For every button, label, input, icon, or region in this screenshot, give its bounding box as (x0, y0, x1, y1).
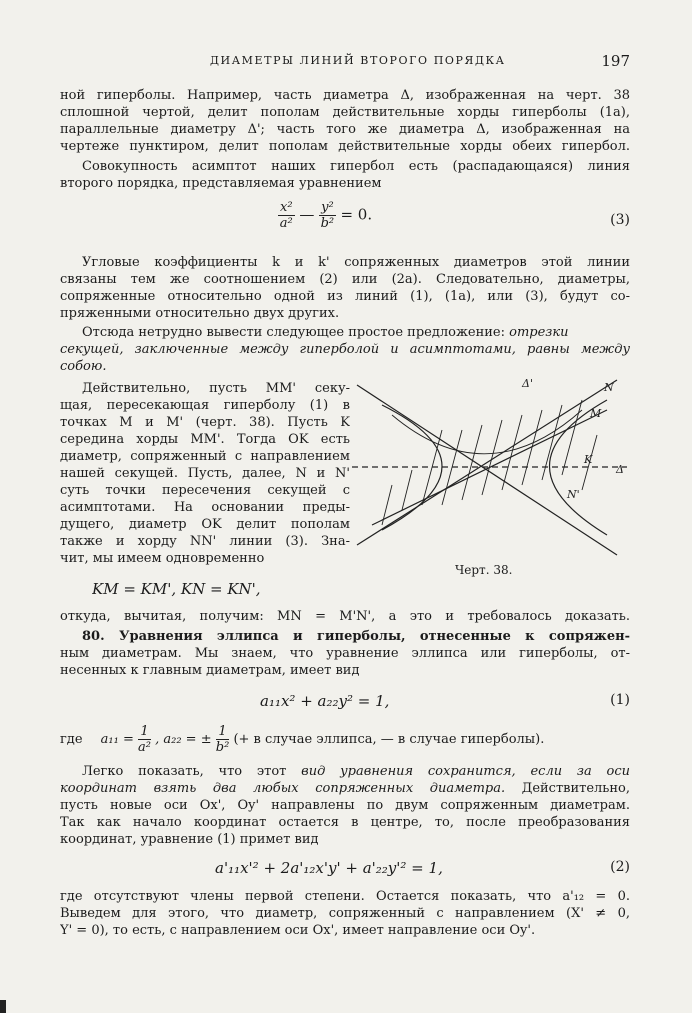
text-line: чит, мы имеем одновременно (60, 551, 265, 566)
text-line: чертеже пунктиром, делит пополам действительные хорды обеих гипербол. (60, 139, 630, 154)
text-line: связаны тем же соотношением (2) или (2а). Следовательно, диаметры, (60, 272, 630, 287)
text-line: Легко показать, что этот вид уравнения сохранится, если за оси (82, 764, 630, 779)
asymptote (357, 385, 617, 555)
eq-rhs: = 0. (340, 205, 373, 224)
text-line: Так как начало координат остается в центре, то, после преобразования (60, 815, 630, 830)
running-header (60, 52, 630, 74)
equation-number: (3) (610, 212, 630, 228)
text-line: асимптотами. На основании преды- (60, 500, 350, 515)
eq-text: a'₁₁x'² + 2a'₁₂x'y' + a'₂₂y'² = 1, (215, 859, 443, 877)
hatching (382, 400, 597, 525)
eq-numerator: 1 (216, 724, 230, 740)
text-line: собою. (60, 359, 107, 374)
text-line: Действительно, пусть MM' секу- (82, 381, 350, 396)
figure-38 (352, 375, 627, 560)
fig-label-delta: Δ (616, 463, 624, 476)
text-line: Выведем для этого, что диаметр, сопряженный с направлением (X' ≠ 0, (60, 906, 630, 921)
text-line: Угловые коэффициенты k и k' сопряженных диаметров этой линии (82, 255, 630, 270)
eq-numerator: x² (280, 200, 293, 215)
text-line: сплошной чертой, делит пополам действительные хорды гиперболы (1а), (60, 105, 630, 120)
equation-2 (60, 857, 630, 879)
text-line: секущей, заключенные между гиперболой и асимптотами, равны между (60, 342, 630, 357)
text-line: параллельные диаметру Δ'; часть того же диаметра Δ, изображенная на (60, 122, 630, 137)
text-line: также и хорду NN' линии (3). Зна- (60, 534, 350, 549)
equation-km: KM = KM', KN = KN', (92, 581, 261, 598)
eq-denominator: b² (215, 740, 230, 754)
text-line: координат взять два любых сопряженных диаметра. Действительно, (60, 781, 630, 796)
asymptote (357, 380, 617, 545)
text-line: ной гиперболы. Например, часть диаметра Δ, изображенная на черт. 38 (60, 88, 630, 103)
equation-number: (1) (610, 692, 630, 708)
text-span: Отсюда нетрудно вывести следующее простое предложение: (82, 325, 510, 340)
equation-1 (60, 690, 630, 712)
fig-label-N: N (604, 381, 614, 394)
eq-denominator: a² (138, 740, 151, 754)
text-line: пусть новые оси Ox', Oy' направлены по двум сопряженным диаметрам. (60, 798, 630, 813)
where-line (60, 724, 630, 754)
text-span: (+ в случае эллипса, — в случае гиперболы). (233, 732, 545, 747)
equation-3: $\frac{\text{x²}}{\text{a²}}$ — $\frac{\text{y²}}{\text{b²}}$ = 0. (3) (279, 200, 630, 231)
text-line: диаметр, сопряженный с направлением (60, 449, 350, 464)
text-line: пряженными относительно двух других. (60, 306, 340, 321)
text-line: щая, пересекающая гиперболу (1) в (60, 398, 350, 413)
text-line: середина хорды MM'. Тогда OK есть (60, 432, 350, 447)
text-line (60, 324, 630, 341)
header-title: ДИАМЕТРЫ ЛИНИЙ ВТОРОГО ПОРЯДКА (210, 54, 506, 67)
text-span: , a₂₂ = ± (155, 732, 212, 747)
fig-label-K: K (584, 453, 593, 466)
text-line: где отсутствуют члены первой степени. Остается показать, что a'₁₂ = 0. (60, 889, 630, 904)
fig-label-N-prime: N' (567, 488, 580, 501)
text-line: точках M и M' (черт. 38). Пусть K (60, 415, 350, 430)
text-line: нашей секущей. Пусть, далее, N и N' (60, 466, 350, 481)
text-line: сопряженные относительно одной из линий (1), (1а), или (3), будут со- (60, 289, 630, 304)
figure-caption: Черт. 38. (455, 563, 513, 577)
text-line: Совокупность асимптот наших гипербол есть (распадающаяся) линия (82, 159, 630, 174)
eq-denominator: a² (279, 216, 293, 231)
italic-span: отрезки (509, 325, 569, 340)
text-line: второго порядка, представляемая уравнением (60, 176, 382, 191)
eq-text: a₁₁x² + a₂₂y² = 1, (260, 692, 390, 710)
eq-denominator: b² (320, 216, 335, 231)
text-line: откуда, вычитая, получим: MN = M'N', а это и требовалось доказать. (60, 609, 630, 624)
eq-numerator: 1 (138, 724, 151, 740)
text-span: где (60, 732, 83, 747)
text-line: дущего, диаметр OK делит пополам (60, 517, 350, 532)
text-line: несенных к главным диаметрам, имеет вид (60, 663, 360, 678)
page-edge (0, 1000, 6, 1013)
text-span: a₁₁ = (100, 732, 134, 747)
fig-label-delta-prime: Δ' (522, 377, 533, 390)
text-line: суть точки пересечения секущей с (60, 483, 350, 498)
text-line: Y' = 0), то есть, с направлением оси Ox', имеет направление оси Oy'. (60, 923, 536, 938)
equation-number: (2) (610, 859, 630, 875)
eq-numerator: y² (321, 200, 334, 215)
section-heading: 80. Уравнения эллипса и гиперболы, отнесенные к сопряжен- (82, 629, 630, 644)
page-number: 197 (601, 52, 630, 70)
text-line: ным диаметрам. Мы знаем, что уравнение эллипса или гиперболы, от- (60, 646, 630, 661)
text-line: координат, уравнение (1) примет вид (60, 832, 319, 847)
fig-label-M: M (590, 407, 602, 420)
